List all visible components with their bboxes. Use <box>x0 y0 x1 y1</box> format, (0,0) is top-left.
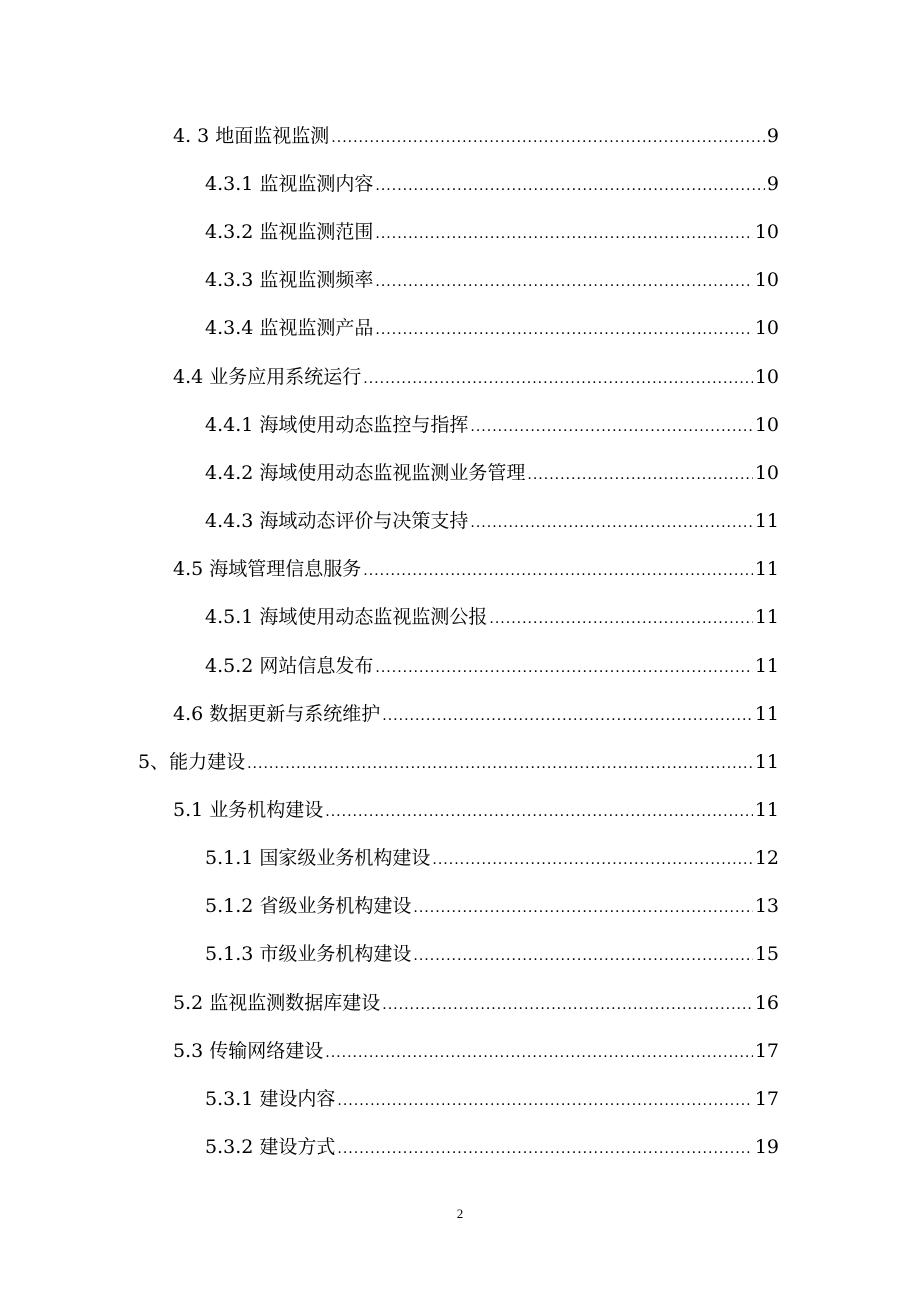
toc-entry-page: 11 <box>754 703 779 725</box>
toc-dot-leader <box>470 412 752 442</box>
toc-dot-leader <box>382 990 753 1020</box>
toc-entry-label: 5.1 业务机构建设 <box>173 799 324 821</box>
toc-entry-page: 11 <box>754 510 779 532</box>
toc-dot-leader <box>363 364 753 394</box>
toc-entry-page: 9 <box>766 125 779 147</box>
toc-entry[interactable] <box>205 939 779 969</box>
toc-entry-label: 5.3.1 建设内容 <box>205 1088 336 1110</box>
toc-dot-leader <box>337 1134 752 1164</box>
toc-dot-leader <box>432 845 752 875</box>
toc-entry[interactable] <box>173 121 779 151</box>
toc-entry-page: 10 <box>754 269 779 291</box>
toc-entry[interactable] <box>205 651 779 681</box>
toc-entry-page: 19 <box>754 1136 779 1158</box>
toc-entry-page: 16 <box>754 992 779 1014</box>
toc-dot-leader <box>489 604 752 634</box>
toc-entry-page: 9 <box>766 173 779 195</box>
toc-entry-page: 11 <box>754 655 779 677</box>
toc-entry[interactable] <box>173 1036 779 1066</box>
toc-entry[interactable] <box>138 747 779 777</box>
toc-dot-leader <box>375 653 752 683</box>
toc-entry-label: 4.4.3 海域动态评价与决策支持 <box>205 510 469 532</box>
toc-dot-leader <box>470 508 752 538</box>
toc-entry-label: 4.3.2 监视监测范围 <box>205 221 374 243</box>
toc-entry-page: 17 <box>754 1088 779 1110</box>
toc-entry[interactable] <box>205 265 779 295</box>
toc-dot-leader <box>382 701 753 731</box>
toc-entry[interactable] <box>173 362 779 392</box>
page-number: 2 <box>456 1206 464 1221</box>
toc-entry[interactable] <box>205 506 779 536</box>
toc-entry[interactable] <box>205 1084 779 1114</box>
toc-entry-label: 4.4 业务应用系统运行 <box>173 366 362 388</box>
toc-dot-leader <box>363 556 753 586</box>
toc-entry-page: 11 <box>754 558 779 580</box>
toc-entry[interactable] <box>173 554 779 584</box>
toc-entry[interactable] <box>173 795 779 825</box>
toc-entry-label: 4.5.1 海域使用动态监视监测公报 <box>205 606 488 628</box>
toc-entry-label: 4. 3 地面监视监测 <box>173 125 330 147</box>
toc-dot-leader <box>375 171 765 201</box>
toc-entry-label: 4.5.2 网站信息发布 <box>205 655 374 677</box>
toc-dot-leader <box>413 893 752 923</box>
toc-entry-label: 4.3.4 监视监测产品 <box>205 317 374 339</box>
toc-entry-page: 13 <box>754 895 779 917</box>
toc-entry-page: 10 <box>754 317 779 339</box>
toc-dot-leader <box>375 219 752 249</box>
toc-entry[interactable] <box>205 410 779 440</box>
toc-dot-leader <box>527 460 752 490</box>
toc-dot-leader <box>337 1086 752 1116</box>
toc-dot-leader <box>375 267 752 297</box>
toc-entry[interactable] <box>173 699 779 729</box>
toc-entry-page: 12 <box>754 847 779 869</box>
toc-entry-label: 4.6 数据更新与系统维护 <box>173 703 381 725</box>
toc-entry-label: 4.3.1 监视监测内容 <box>205 173 374 195</box>
toc-entry[interactable] <box>205 843 779 873</box>
toc-entry-label: 5.1.2 省级业务机构建设 <box>205 895 412 917</box>
toc-entry-label: 5.1.3 市级业务机构建设 <box>205 943 412 965</box>
toc-entry-page: 10 <box>754 221 779 243</box>
toc-entry[interactable] <box>205 1132 779 1162</box>
toc-entry-label: 5.1.1 国家级业务机构建设 <box>205 847 431 869</box>
toc-dot-leader <box>325 1038 753 1068</box>
toc-dot-leader <box>413 941 752 971</box>
toc-entry-label: 5.3.2 建设方式 <box>205 1136 336 1158</box>
toc-entry[interactable] <box>205 602 779 632</box>
toc-entry-label: 5.2 监视监测数据库建设 <box>173 992 381 1014</box>
toc-dot-leader <box>247 749 753 779</box>
toc-entry-page: 10 <box>754 462 779 484</box>
toc-entry[interactable] <box>205 313 779 343</box>
toc-entry[interactable] <box>205 458 779 488</box>
toc-entry-page: 11 <box>754 799 779 821</box>
toc-entry-page: 11 <box>754 606 779 628</box>
toc-entry[interactable] <box>173 988 779 1018</box>
toc-entry-label: 4.5 海域管理信息服务 <box>173 558 362 580</box>
toc-entry[interactable] <box>205 891 779 921</box>
toc-entry-page: 10 <box>754 366 779 388</box>
toc-dot-leader <box>375 315 752 345</box>
toc-entry-label: 5、能力建设 <box>138 751 246 773</box>
toc-entry-label: 4.3.3 监视监测频率 <box>205 269 374 291</box>
toc-entry-page: 17 <box>754 1040 779 1062</box>
toc-entry-page: 11 <box>754 751 779 773</box>
toc-entry-label: 5.3 传输网络建设 <box>173 1040 324 1062</box>
toc-entry[interactable] <box>205 169 779 199</box>
toc-entry[interactable] <box>205 217 779 247</box>
toc-dot-leader <box>325 797 753 827</box>
toc-entry-label: 4.4.1 海域使用动态监控与指挥 <box>205 414 469 436</box>
toc-entry-page: 15 <box>754 943 779 965</box>
toc-dot-leader <box>331 123 765 153</box>
toc-entry-page: 10 <box>754 414 779 436</box>
toc-entry-label: 4.4.2 海域使用动态监视监测业务管理 <box>205 462 526 484</box>
